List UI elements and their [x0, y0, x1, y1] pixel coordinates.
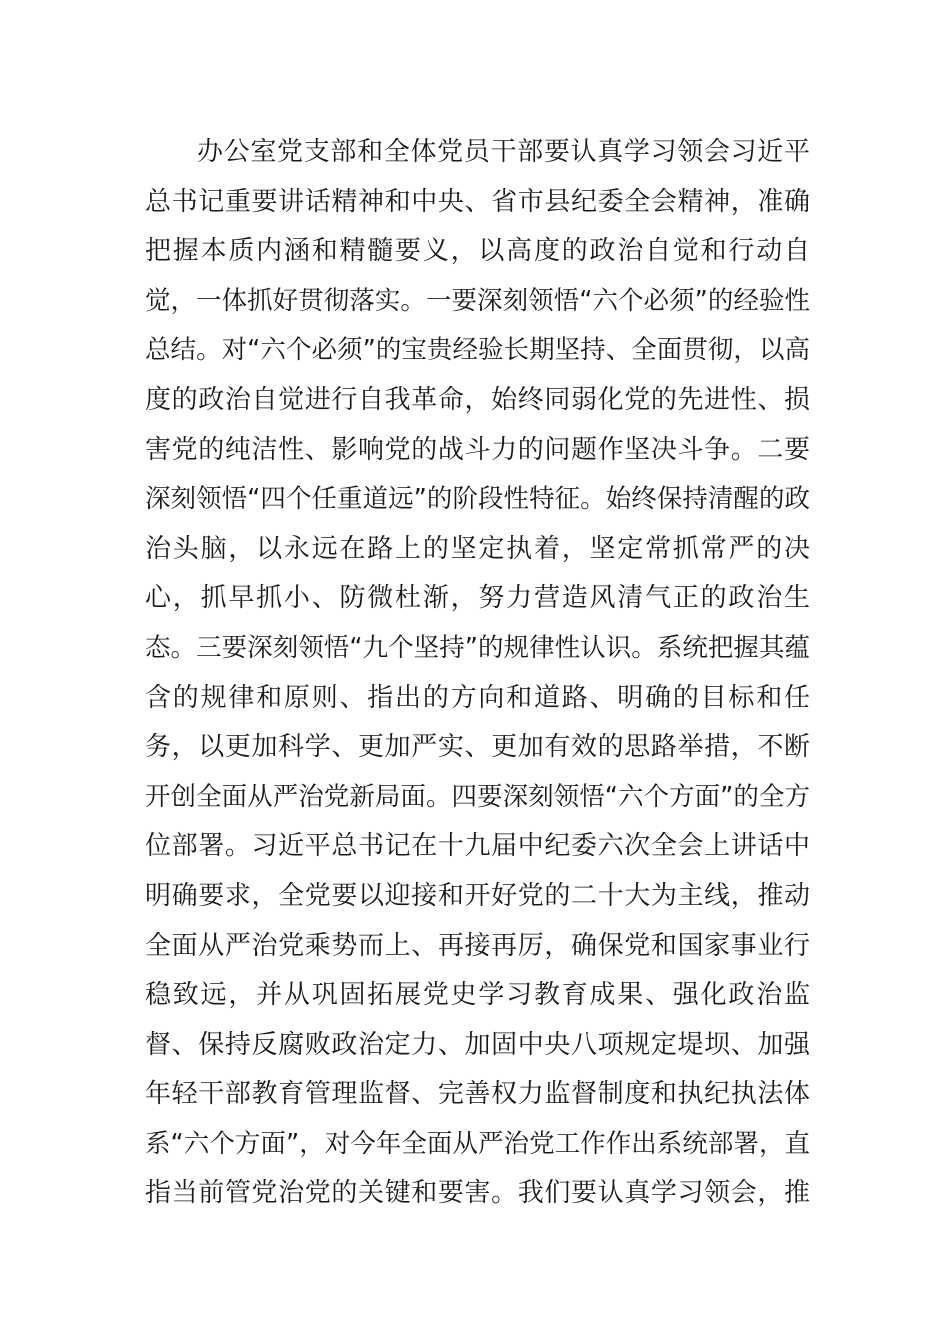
body-paragraph: [145, 128, 810, 1219]
text-line: 位部署。习近平总书记在十九届中纪委六次全会上讲话中: [145, 831, 810, 862]
text-line: 务，以更加科学、更加严实、更加有效的思路举措，不断: [145, 732, 810, 763]
text-line: 系“六个方面”，对今年全面从严治党工作作出系统部署，直: [145, 1128, 810, 1159]
text-line: 总书记重要讲话精神和中央、省市县纪委全会精神，准确: [145, 186, 810, 217]
text-line: 总结。对“六个必须”的宝贵经验长期坚持、全面贯彻，以高: [145, 335, 810, 366]
text-line: 办公室党支部和全体党员干部要认真学习领会习近平: [197, 137, 810, 167]
text-line: 全面从严治党乘势而上、再接再厉，确保党和国家事业行: [145, 930, 810, 961]
text-line: 态。三要深刻领悟“九个坚持”的规律性认识。系统把握其蕴: [145, 632, 810, 663]
text-line: 心，抓早抓小、防微杜渐，努力营造风清气正的政治生: [145, 583, 810, 614]
text-line: 把握本质内涵和精髓要义，以高度的政治自觉和行动自: [145, 236, 810, 267]
text-line: 治头脑，以永远在路上的坚定执着，坚定常抓常严的决: [145, 533, 810, 564]
text-line: 年轻干部教育管理监督、完善权力监督制度和执纪执法体: [145, 1079, 810, 1110]
text-line: 含的规律和原则、指出的方向和道路、明确的目标和任: [145, 682, 810, 713]
text-line: 害党的纯洁性、影响党的战斗力的问题作坚决斗争。二要: [145, 434, 810, 465]
text-line: 度的政治自觉进行自我革命，始终同弱化党的先进性、损: [145, 384, 810, 415]
text-line: 稳致远，并从巩固拓展党史学习教育成果、强化政治监: [145, 980, 810, 1011]
text-line: 督、保持反腐败政治定力、加固中央八项规定堤坝、加强: [145, 1029, 810, 1060]
text-line: 开创全面从严治党新局面。四要深刻领悟“六个方面”的全方: [145, 781, 810, 812]
text-line: 觉，一体抓好贯彻落实。一要深刻领悟“六个必须”的经验性: [145, 285, 810, 316]
text-line: 明确要求，全党要以迎接和开好党的二十大为主线，推动: [145, 880, 810, 911]
text-line: 指当前管党治党的关键和要害。我们要认真学习领会，推: [145, 1178, 810, 1209]
text-line: 深刻领悟“四个任重道远”的阶段性特征。始终保持清醒的政: [145, 484, 810, 515]
